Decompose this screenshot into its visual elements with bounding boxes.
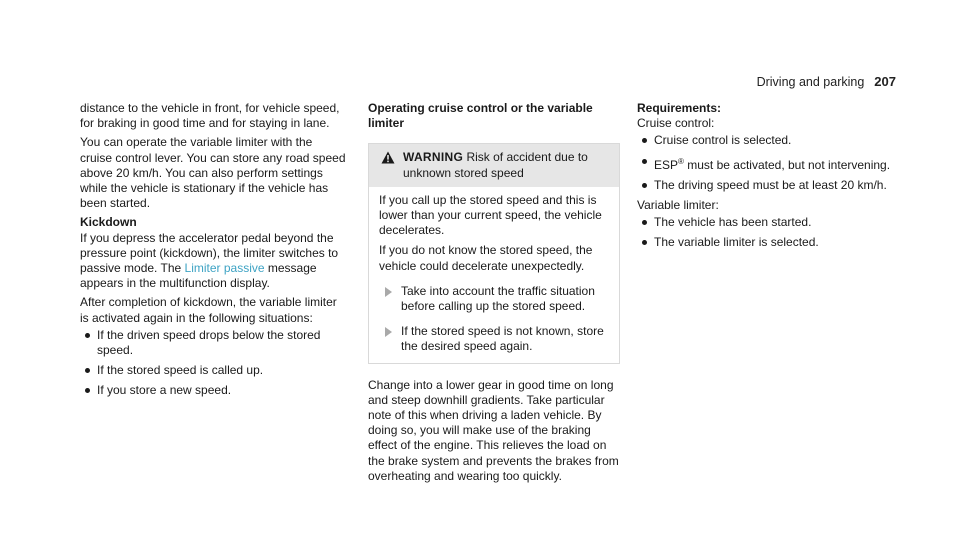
esp-label: ESP <box>654 157 679 172</box>
kickdown-situations-list <box>80 328 346 399</box>
list-item: Cruise control is selected. <box>637 133 907 148</box>
warning-body <box>369 187 619 363</box>
warning-step: If the stored speed is not known, store the desired speed again. <box>379 324 609 354</box>
bullet-icon <box>642 240 647 245</box>
requirements-heading: Requirements: <box>637 101 722 115</box>
bullet-icon <box>85 333 90 338</box>
bullet-icon <box>642 220 647 225</box>
list-item: If you store a new speed. <box>80 383 346 398</box>
list-item: If the driven speed drops below the stored speed. <box>80 328 346 358</box>
page-header <box>757 74 896 89</box>
warning-triangle-icon <box>381 151 395 164</box>
list-item: If the stored speed is called up. <box>80 363 346 378</box>
warning-label: WARNING <box>403 150 464 165</box>
list-item: The driving speed must be at least 20 km/h. <box>637 178 907 193</box>
list-item: ESP® must be activated, but not intervening. <box>637 154 907 173</box>
kickdown-heading: Kickdown <box>80 215 137 230</box>
warning-box <box>368 143 620 363</box>
paragraph-variable-limiter: You can operate the variable limiter with the cruise control lever. You can store any road speed above 20 km/h. You can also perform settings while the vehicle is stationary if the vehicle has been started. <box>80 135 346 211</box>
cruise-control-label: Cruise control: <box>637 116 715 131</box>
operating-heading: Operating cruise control or the variable limiter <box>368 101 593 131</box>
column-right <box>637 101 907 256</box>
warning-header <box>369 144 619 186</box>
warning-paragraph: If you do not know the stored speed, the vehicle could decelerate unexpectedly. <box>379 243 593 273</box>
bullet-icon <box>642 159 647 164</box>
paragraph-downhill: Change into a lower gear in good time on long and steep downhill gradients. Take particular note of this when driving a laden vehicle. By doing so, you will make use of the braking effect of the engine. This relieves the load on the brake system and prevents the brakes from overheating and wearing too quickly. <box>368 377 619 483</box>
cruise-control-requirements <box>637 133 907 193</box>
limiter-passive-message: Limiter passive <box>184 261 265 276</box>
column-left <box>80 101 346 404</box>
arrow-right-icon <box>385 327 392 337</box>
section-title: Driving and parking <box>756 75 865 89</box>
variable-limiter-requirements <box>637 215 907 250</box>
warning-step: Take into account the traffic situation before calling up the stored speed. <box>379 284 609 314</box>
bullet-icon <box>642 138 647 143</box>
registered-mark: ® <box>678 156 684 166</box>
variable-limiter-label: Variable limiter: <box>637 198 719 213</box>
paragraph-distance: distance to the vehicle in front, for vehicle speed, for braking in good time and for staying in lane. <box>80 101 340 131</box>
column-middle <box>368 101 620 488</box>
paragraph-kickdown: If you depress the accelerator pedal beyond the pressure point (kickdown), the limiter switches to passive mode. The Limiter passive message appears in the multifunction display. <box>80 230 339 291</box>
bullet-icon <box>85 368 90 373</box>
paragraph-after-kickdown: After completion of kickdown, the variable limiter is activated again in the following situations: <box>80 295 337 325</box>
bullet-icon <box>642 183 647 188</box>
arrow-right-icon <box>385 287 392 297</box>
bullet-icon <box>85 388 90 393</box>
page-number: 207 <box>874 74 896 89</box>
list-item: The variable limiter is selected. <box>637 235 907 250</box>
warning-paragraph: If you call up the stored speed and this is lower than your current speed, the vehicle decelerates. <box>379 192 602 238</box>
list-item: The vehicle has been started. <box>637 215 907 230</box>
warning-heading: Risk of accident due to unknown stored speed <box>403 150 588 180</box>
